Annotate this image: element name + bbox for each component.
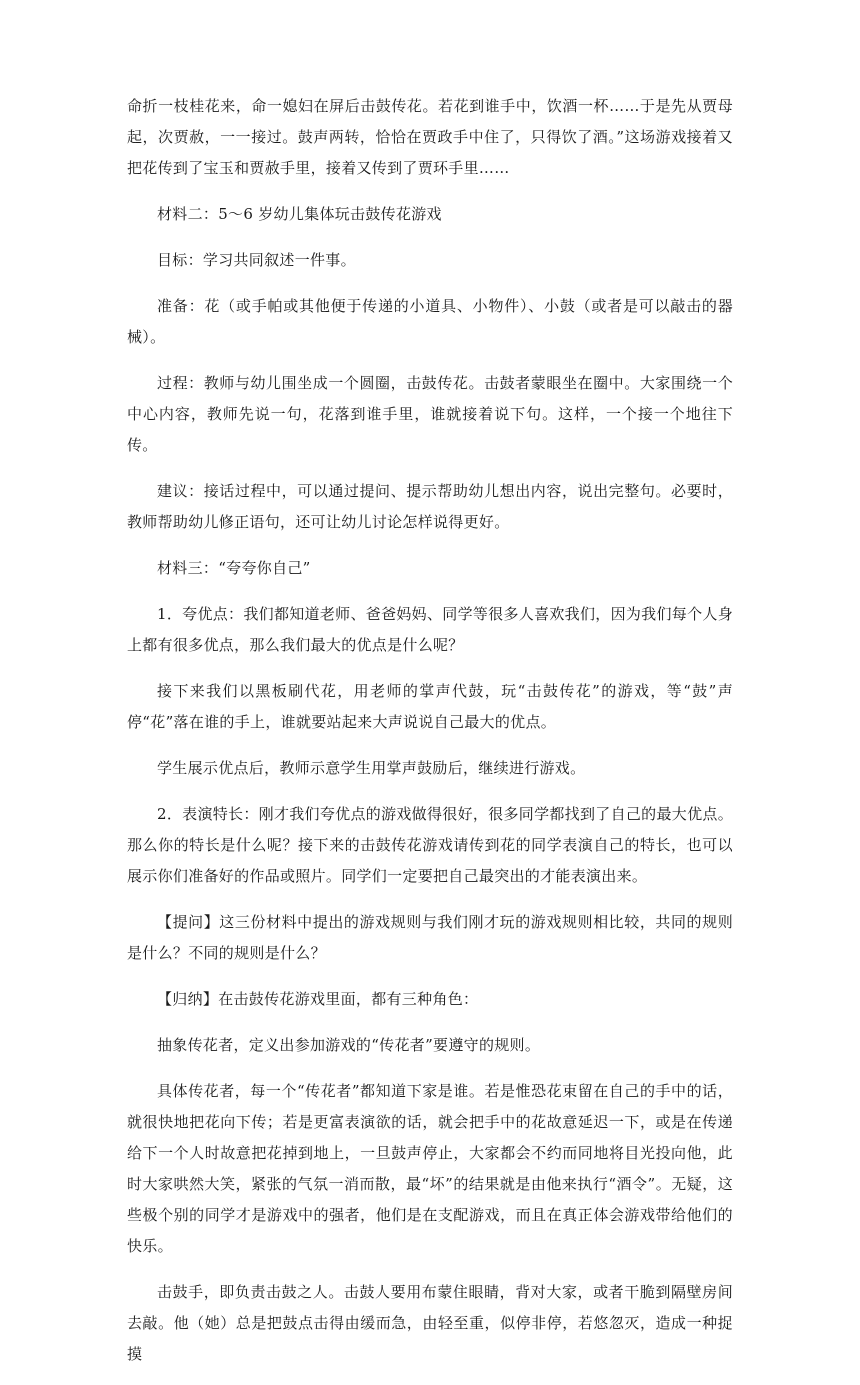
paragraph-applause: 学生展示优点后，教师示意学生用掌声鼓励后，继续进行游戏。 (157, 759, 586, 777)
paragraph-show-talents: 2．表演特长：刚才我们夸优点的游戏做得很好，很多同学都找到了自己的最大优点。那么你的特长是什么呢？接下来的击鼓传花游戏请传到花的同学表演自己的特长，也可以展示你们准备好的作品或照片。同学们一定要把自己最突出的才能表演出来。 (127, 805, 733, 885)
paragraph-goal: 目标：学习共同叙述一件事。 (157, 251, 356, 269)
paragraph-process: 过程：教师与幼儿围坐成一个圆圈，击鼓传花。击鼓者蒙眼坐在圈中。大家围绕一个中心内容，教师先说一句，花落到谁手里，谁就接着说下句。这样，一个接一个地往下传。 (127, 374, 733, 454)
paragraph-concrete-passer: 具体传花者，每一个“传花者”都知道下家是谁。若是惟恐花束留在自己的手中的话，就很快地把花向下传；若是更富表演欲的话，就会把手中的花故意延迟一下，或是在传递给下一个人时故意把花掉到地上，一旦鼓声停止，大家都会不约而同地将目光投向他，此时大家哄然大笑，紧张的气氛一消而散，最“坏”的结果就是由他来执行“酒令”。无疑，这些极个别的同学才是游戏中的强者，他们是在支配游戏，而且在真正体会游戏带给他们的快乐。 (127, 1082, 733, 1255)
paragraph-material-two-heading: 材料二：5～6 岁幼儿集体玩击鼓传花游戏 (157, 205, 442, 223)
paragraph-material-three-heading: 材料三：“夸夸你自己” (157, 559, 311, 577)
paragraph-abstract-passer: 抽象传花者，定义出参加游戏的“传花者”要遵守的规则。 (157, 1036, 541, 1054)
paragraph-summary: 【归纳】在击鼓传花游戏里面，都有三种角色： (157, 990, 479, 1008)
paragraph-praise-strengths: 1．夸优点：我们都知道老师、爸爸妈妈、同学等很多人喜欢我们，因为我们每个人身上都有很多优点，那么我们最大的优点是什么呢？ (127, 605, 733, 654)
paragraph-suggestion: 建议：接话过程中，可以通过提问、提示帮助幼儿想出内容，说出完整句。必要时，教师帮助幼儿修正语句，还可让幼儿讨论怎样说得更好。 (127, 482, 733, 531)
paragraph-question: 【提问】这三份材料中提出的游戏规则与我们刚才玩的游戏规则相比较，共同的规则是什么？不同的规则是什么？ (127, 913, 733, 962)
paragraph-preparation: 准备：花（或手帕或其他便于传递的小道具、小物件）、小鼓（或者是可以敲击的器械）。 (127, 297, 733, 346)
paragraph-continuation: 命折一枝桂花来，命一媳妇在屏后击鼓传花。若花到谁手中，饮酒一杯……于是先从贾母起，次贾赦，一一接过。鼓声两转，恰恰在贾政手中住了，只得饮了酒。”这场游戏接着又把花传到了宝玉和贾赦手里，接着又传到了贾环手里…… (127, 97, 733, 177)
paragraph-game-instructions: 接下来我们以黑板刷代花，用老师的掌声代鼓，玩“击鼓传花”的游戏，等“鼓”声停“花”落在谁的手上，谁就要站起来大声说说自己最大的优点。 (127, 682, 733, 731)
document-body (127, 91, 733, 1385)
paragraph-drummer: 击鼓手，即负责击鼓之人。击鼓人要用布蒙住眼睛，背对大家，或者干脆到隔壁房间去敲。他（她）总是把鼓点击得由缓而急，由轻至重，似停非停，若悠忽灭，造成一种捉摸 (127, 1283, 733, 1363)
